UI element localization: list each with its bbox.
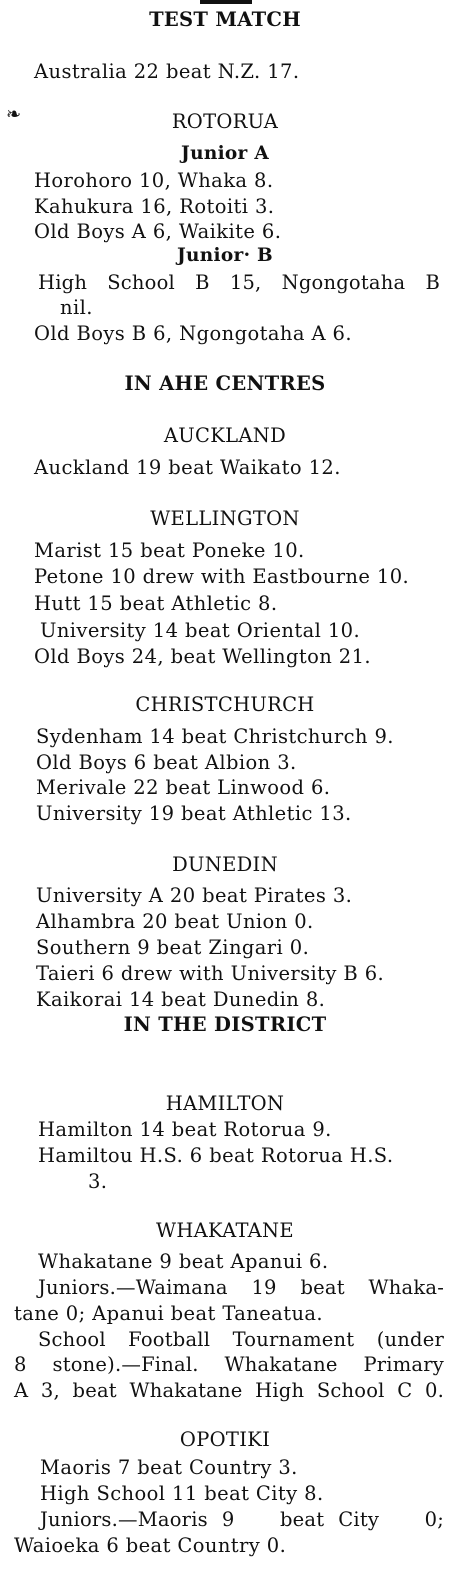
heading-in-the-district: IN THE DISTRICT [123, 1013, 327, 1036]
result-line: School Football Tournament (under [38, 1328, 444, 1351]
heading-opotiki: OPOTIKI [179, 1428, 271, 1451]
result-line: Whakatane 9 beat Apanui 6. [38, 1250, 329, 1273]
result-line: Horohoro 10, Whaka 8. [34, 169, 274, 192]
juniors-end: City 0; [338, 1508, 444, 1531]
result-line: 3. [88, 1170, 108, 1193]
heading-christchurch: CHRISTCHURCH [135, 693, 315, 716]
result-line: Waioeka 6 beat Country 0. [14, 1534, 287, 1557]
result-line: Old Boys 24, beat Wellington 21. [34, 645, 371, 668]
heading-auckland: AUCKLAND [163, 424, 287, 447]
result-line: Hamiltou H.S. 6 beat Rotorua H.S. [38, 1144, 394, 1167]
result-line: Merivale 22 beat Linwood 6. [36, 776, 331, 799]
result-line: Juniors.—Waimana 19 beat Whaka- [38, 1276, 444, 1299]
result-line: A 3, beat Whakatane High School C 0. [14, 1379, 444, 1402]
juniors-prefix: Juniors.—Maoris [40, 1508, 208, 1531]
result-line: University 14 beat Oriental 10. [40, 619, 361, 642]
result-line: Old Boys 6 beat Albion 3. [36, 751, 297, 774]
heading-wellington: WELLINGTON [150, 507, 300, 530]
result-line: Maoris 7 beat Country 3. [40, 1456, 298, 1479]
result-line: Australia 22 beat N.Z. 17. [34, 60, 300, 83]
juniors-mid: 9 beat [221, 1508, 325, 1531]
result-line: Marist 15 beat Poneke 10. [34, 539, 305, 562]
result-line: High School 11 beat City 8. [40, 1482, 324, 1505]
result-line: tane 0; Apanui beat Taneatua. [14, 1302, 324, 1325]
result-line: Southern 9 beat Zingari 0. [36, 936, 310, 959]
result-line: University 19 beat Athletic 13. [36, 802, 352, 825]
result-line: University A 20 beat Pirates 3. [36, 884, 353, 907]
result-line: Petone 10 drew with Eastbourne 10. [34, 565, 410, 588]
heading-dunedin: DUNEDIN [172, 853, 278, 876]
result-line: nil. [60, 296, 93, 319]
result-line: Old Boys A 6, Waikite 6. [34, 220, 282, 243]
top-rule [200, 0, 252, 4]
stray-mark-icon: ❧ [6, 104, 22, 125]
result-line: Taieri 6 drew with University B 6. [36, 962, 385, 985]
result-line [40, 1508, 444, 1531]
result-line: Alhambra 20 beat Union 0. [36, 910, 314, 933]
result-line: Hamilton 14 beat Rotorua 9. [38, 1118, 332, 1141]
heading-whakatane: WHAKATANE [156, 1219, 294, 1242]
result-line: High School B 15, Ngongotaha B [38, 271, 440, 294]
result-line: 8 stone).—Final. Whakatane Primary [14, 1353, 444, 1376]
heading-in-the-centres: IN AHE CENTRES [124, 372, 326, 395]
result-line: Auckland 19 beat Waikato 12. [34, 456, 341, 479]
heading-rotorua: ROTORUA [171, 110, 279, 133]
result-line: Kahukura 16, Rotoiti 3. [34, 195, 275, 218]
result-line: Kaikorai 14 beat Dunedin 8. [36, 988, 326, 1011]
heading-test-match: TEST MATCH [149, 8, 301, 31]
subheading-junior-b: Junior· B [177, 245, 273, 266]
subheading-junior-a: Junior A [181, 143, 269, 164]
heading-hamilton: HAMILTON [165, 1092, 285, 1115]
result-line: Old Boys B 6, Ngongotaha A 6. [34, 322, 352, 345]
result-line: Sydenham 14 beat Christchurch 9. [36, 725, 394, 748]
result-line: Hutt 15 beat Athletic 8. [34, 592, 278, 615]
